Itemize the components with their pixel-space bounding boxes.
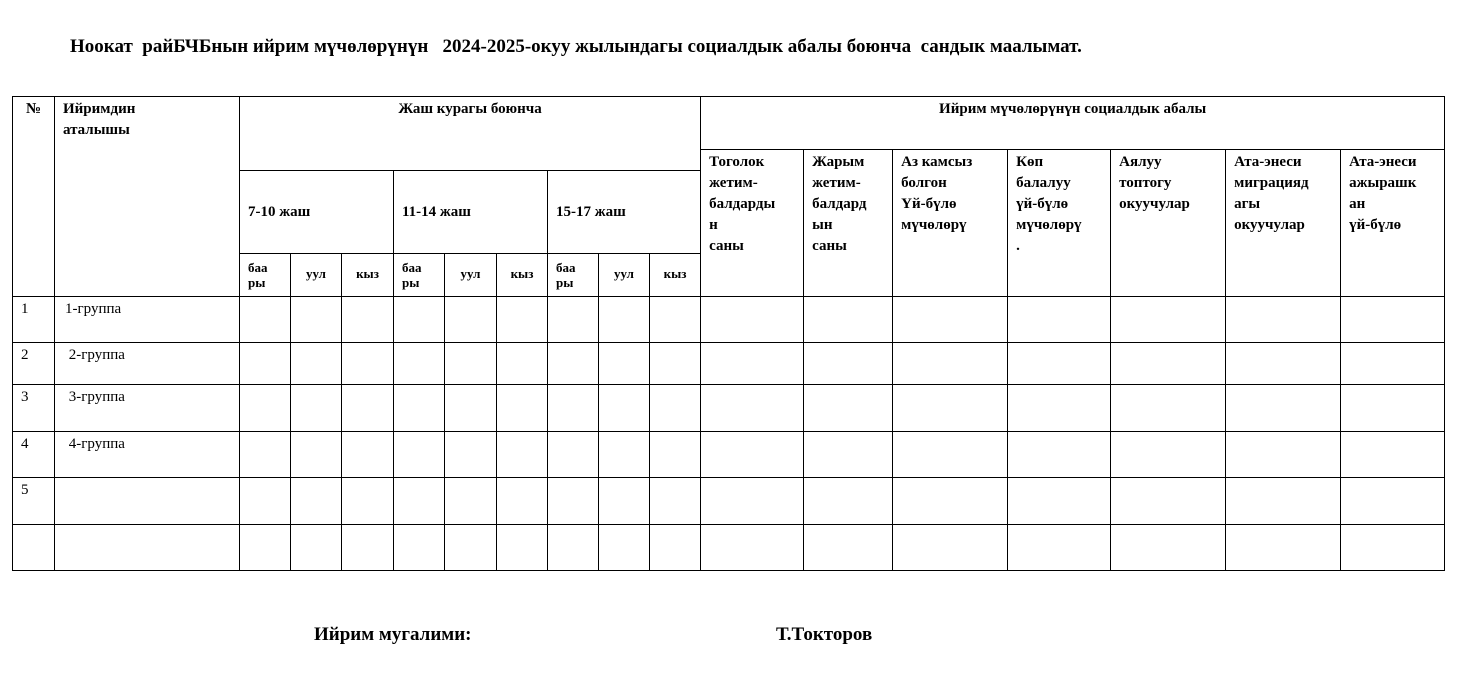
empty-cell <box>445 385 497 432</box>
sub-girls: кыз <box>342 254 394 297</box>
empty-cell <box>445 432 497 478</box>
row-number <box>13 525 55 571</box>
row-number: 4 <box>13 432 55 478</box>
sub-girls: кыз <box>497 254 548 297</box>
sub-girls: кыз <box>650 254 701 297</box>
empty-cell <box>1008 478 1111 525</box>
empty-cell <box>548 385 599 432</box>
empty-cell <box>497 385 548 432</box>
empty-cell <box>599 432 650 478</box>
empty-cell <box>1008 432 1111 478</box>
row-club-name: 1-группа <box>55 297 240 343</box>
header-migrant-parents: Ата-энеси миграцияд агы окуучулар <box>1226 150 1341 297</box>
empty-cell <box>701 297 804 343</box>
empty-cell <box>701 478 804 525</box>
empty-cell <box>893 478 1008 525</box>
empty-cell <box>1008 297 1111 343</box>
empty-cell <box>1341 297 1445 343</box>
row-club-name: 3-группа <box>55 385 240 432</box>
empty-cell <box>804 432 893 478</box>
empty-cell <box>599 478 650 525</box>
empty-cell <box>1226 478 1341 525</box>
empty-cell <box>291 385 342 432</box>
empty-cell <box>240 478 291 525</box>
table-row <box>13 432 1445 478</box>
header-divorced-parents: Ата-энеси ажырашк ан үй-бүлө <box>1341 150 1445 297</box>
empty-cell <box>1226 432 1341 478</box>
header-low-income: Аз камсыз болгон Үй-бүлө мүчөлөрү <box>893 150 1008 297</box>
empty-cell <box>701 385 804 432</box>
table-row <box>13 525 1445 571</box>
sub-boys: уул <box>445 254 497 297</box>
empty-cell <box>240 525 291 571</box>
empty-cell <box>240 297 291 343</box>
empty-cell <box>1226 343 1341 385</box>
empty-cell <box>650 343 701 385</box>
empty-cell <box>497 343 548 385</box>
empty-cell <box>650 385 701 432</box>
empty-cell <box>1111 525 1226 571</box>
table-row <box>13 478 1445 525</box>
empty-cell <box>1111 432 1226 478</box>
empty-cell <box>650 297 701 343</box>
row-club-name <box>55 478 240 525</box>
empty-cell <box>1008 343 1111 385</box>
empty-cell <box>291 478 342 525</box>
data-table <box>12 96 1445 571</box>
empty-cell <box>394 343 445 385</box>
empty-cell <box>291 432 342 478</box>
empty-cell <box>394 385 445 432</box>
empty-cell <box>497 478 548 525</box>
empty-cell <box>804 478 893 525</box>
empty-cell <box>650 525 701 571</box>
header-vulnerable: Аялуу топтогу окуучулар <box>1111 150 1226 297</box>
empty-cell <box>804 385 893 432</box>
empty-cell <box>1226 525 1341 571</box>
empty-cell <box>394 297 445 343</box>
empty-cell <box>342 432 394 478</box>
empty-cell <box>497 432 548 478</box>
empty-cell <box>599 385 650 432</box>
row-club-name <box>55 525 240 571</box>
empty-cell <box>893 525 1008 571</box>
header-full-orphans: Тоголок жетим- балдарды н саны <box>701 150 804 297</box>
teacher-label: Ийрим мугалими: <box>314 624 472 645</box>
empty-cell <box>650 478 701 525</box>
empty-cell <box>1008 385 1111 432</box>
teacher-name: Т.Токторов <box>776 624 873 645</box>
empty-cell <box>893 297 1008 343</box>
empty-cell <box>1111 478 1226 525</box>
empty-cell <box>445 478 497 525</box>
header-half-orphans: Жарым жетим- балдард ын саны <box>804 150 893 297</box>
empty-cell <box>291 297 342 343</box>
header-age-11-14: 11-14 жаш <box>394 171 548 254</box>
empty-cell <box>701 432 804 478</box>
header-club-name: Ийримдин аталышы <box>55 97 240 297</box>
empty-cell <box>342 385 394 432</box>
sub-boys: уул <box>599 254 650 297</box>
header-social-status: Ийрим мүчөлөрүнүн социалдык абалы <box>701 97 1445 150</box>
empty-cell <box>701 525 804 571</box>
empty-cell <box>1111 385 1226 432</box>
header-age-group: Жаш курагы боюнча <box>240 97 701 171</box>
header-large-families: Көп балалуу үй-бүлө мүчөлөрү . <box>1008 150 1111 297</box>
empty-cell <box>1111 297 1226 343</box>
empty-cell <box>445 525 497 571</box>
empty-cell <box>804 343 893 385</box>
empty-cell <box>599 343 650 385</box>
row-number: 1 <box>13 297 55 343</box>
empty-cell <box>804 297 893 343</box>
empty-cell <box>394 478 445 525</box>
row-club-name: 2-группа <box>55 343 240 385</box>
empty-cell <box>291 525 342 571</box>
empty-cell <box>701 343 804 385</box>
empty-cell <box>394 432 445 478</box>
table-row <box>13 343 1445 385</box>
empty-cell <box>548 525 599 571</box>
empty-cell <box>394 525 445 571</box>
table-row <box>13 385 1445 432</box>
empty-cell <box>240 343 291 385</box>
table-row <box>13 297 1445 343</box>
empty-cell <box>548 297 599 343</box>
empty-cell <box>893 385 1008 432</box>
empty-cell <box>599 297 650 343</box>
sub-all: баа ры <box>394 254 445 297</box>
empty-cell <box>497 297 548 343</box>
empty-cell <box>1226 297 1341 343</box>
empty-cell <box>599 525 650 571</box>
empty-cell <box>1341 432 1445 478</box>
empty-cell <box>650 432 701 478</box>
empty-cell <box>291 343 342 385</box>
empty-cell <box>445 297 497 343</box>
empty-cell <box>497 525 548 571</box>
empty-cell <box>548 343 599 385</box>
header-age-15-17: 15-17 жаш <box>548 171 701 254</box>
empty-cell <box>1008 525 1111 571</box>
empty-cell <box>1226 385 1341 432</box>
empty-cell <box>1341 343 1445 385</box>
header-number: № <box>13 97 55 297</box>
empty-cell <box>342 297 394 343</box>
empty-cell <box>548 432 599 478</box>
empty-cell <box>1341 478 1445 525</box>
empty-cell <box>240 432 291 478</box>
empty-cell <box>548 478 599 525</box>
empty-cell <box>804 525 893 571</box>
empty-cell <box>240 385 291 432</box>
empty-cell <box>893 343 1008 385</box>
sub-boys: уул <box>291 254 342 297</box>
row-number: 5 <box>13 478 55 525</box>
empty-cell <box>342 343 394 385</box>
page-title: Ноокат райБЧБнын ийрим мүчөлөрүнүн 2024-2025-окуу жылындагы социалдык абалы боюнча сандык маалымат. <box>70 36 1082 57</box>
row-number: 2 <box>13 343 55 385</box>
empty-cell <box>1111 343 1226 385</box>
sub-all: баа ры <box>240 254 291 297</box>
empty-cell <box>342 478 394 525</box>
empty-cell <box>893 432 1008 478</box>
row-club-name: 4-группа <box>55 432 240 478</box>
empty-cell <box>445 343 497 385</box>
header-age-7-10: 7-10 жаш <box>240 171 394 254</box>
empty-cell <box>1341 385 1445 432</box>
row-number: 3 <box>13 385 55 432</box>
sub-all: баа ры <box>548 254 599 297</box>
empty-cell <box>342 525 394 571</box>
empty-cell <box>1341 525 1445 571</box>
